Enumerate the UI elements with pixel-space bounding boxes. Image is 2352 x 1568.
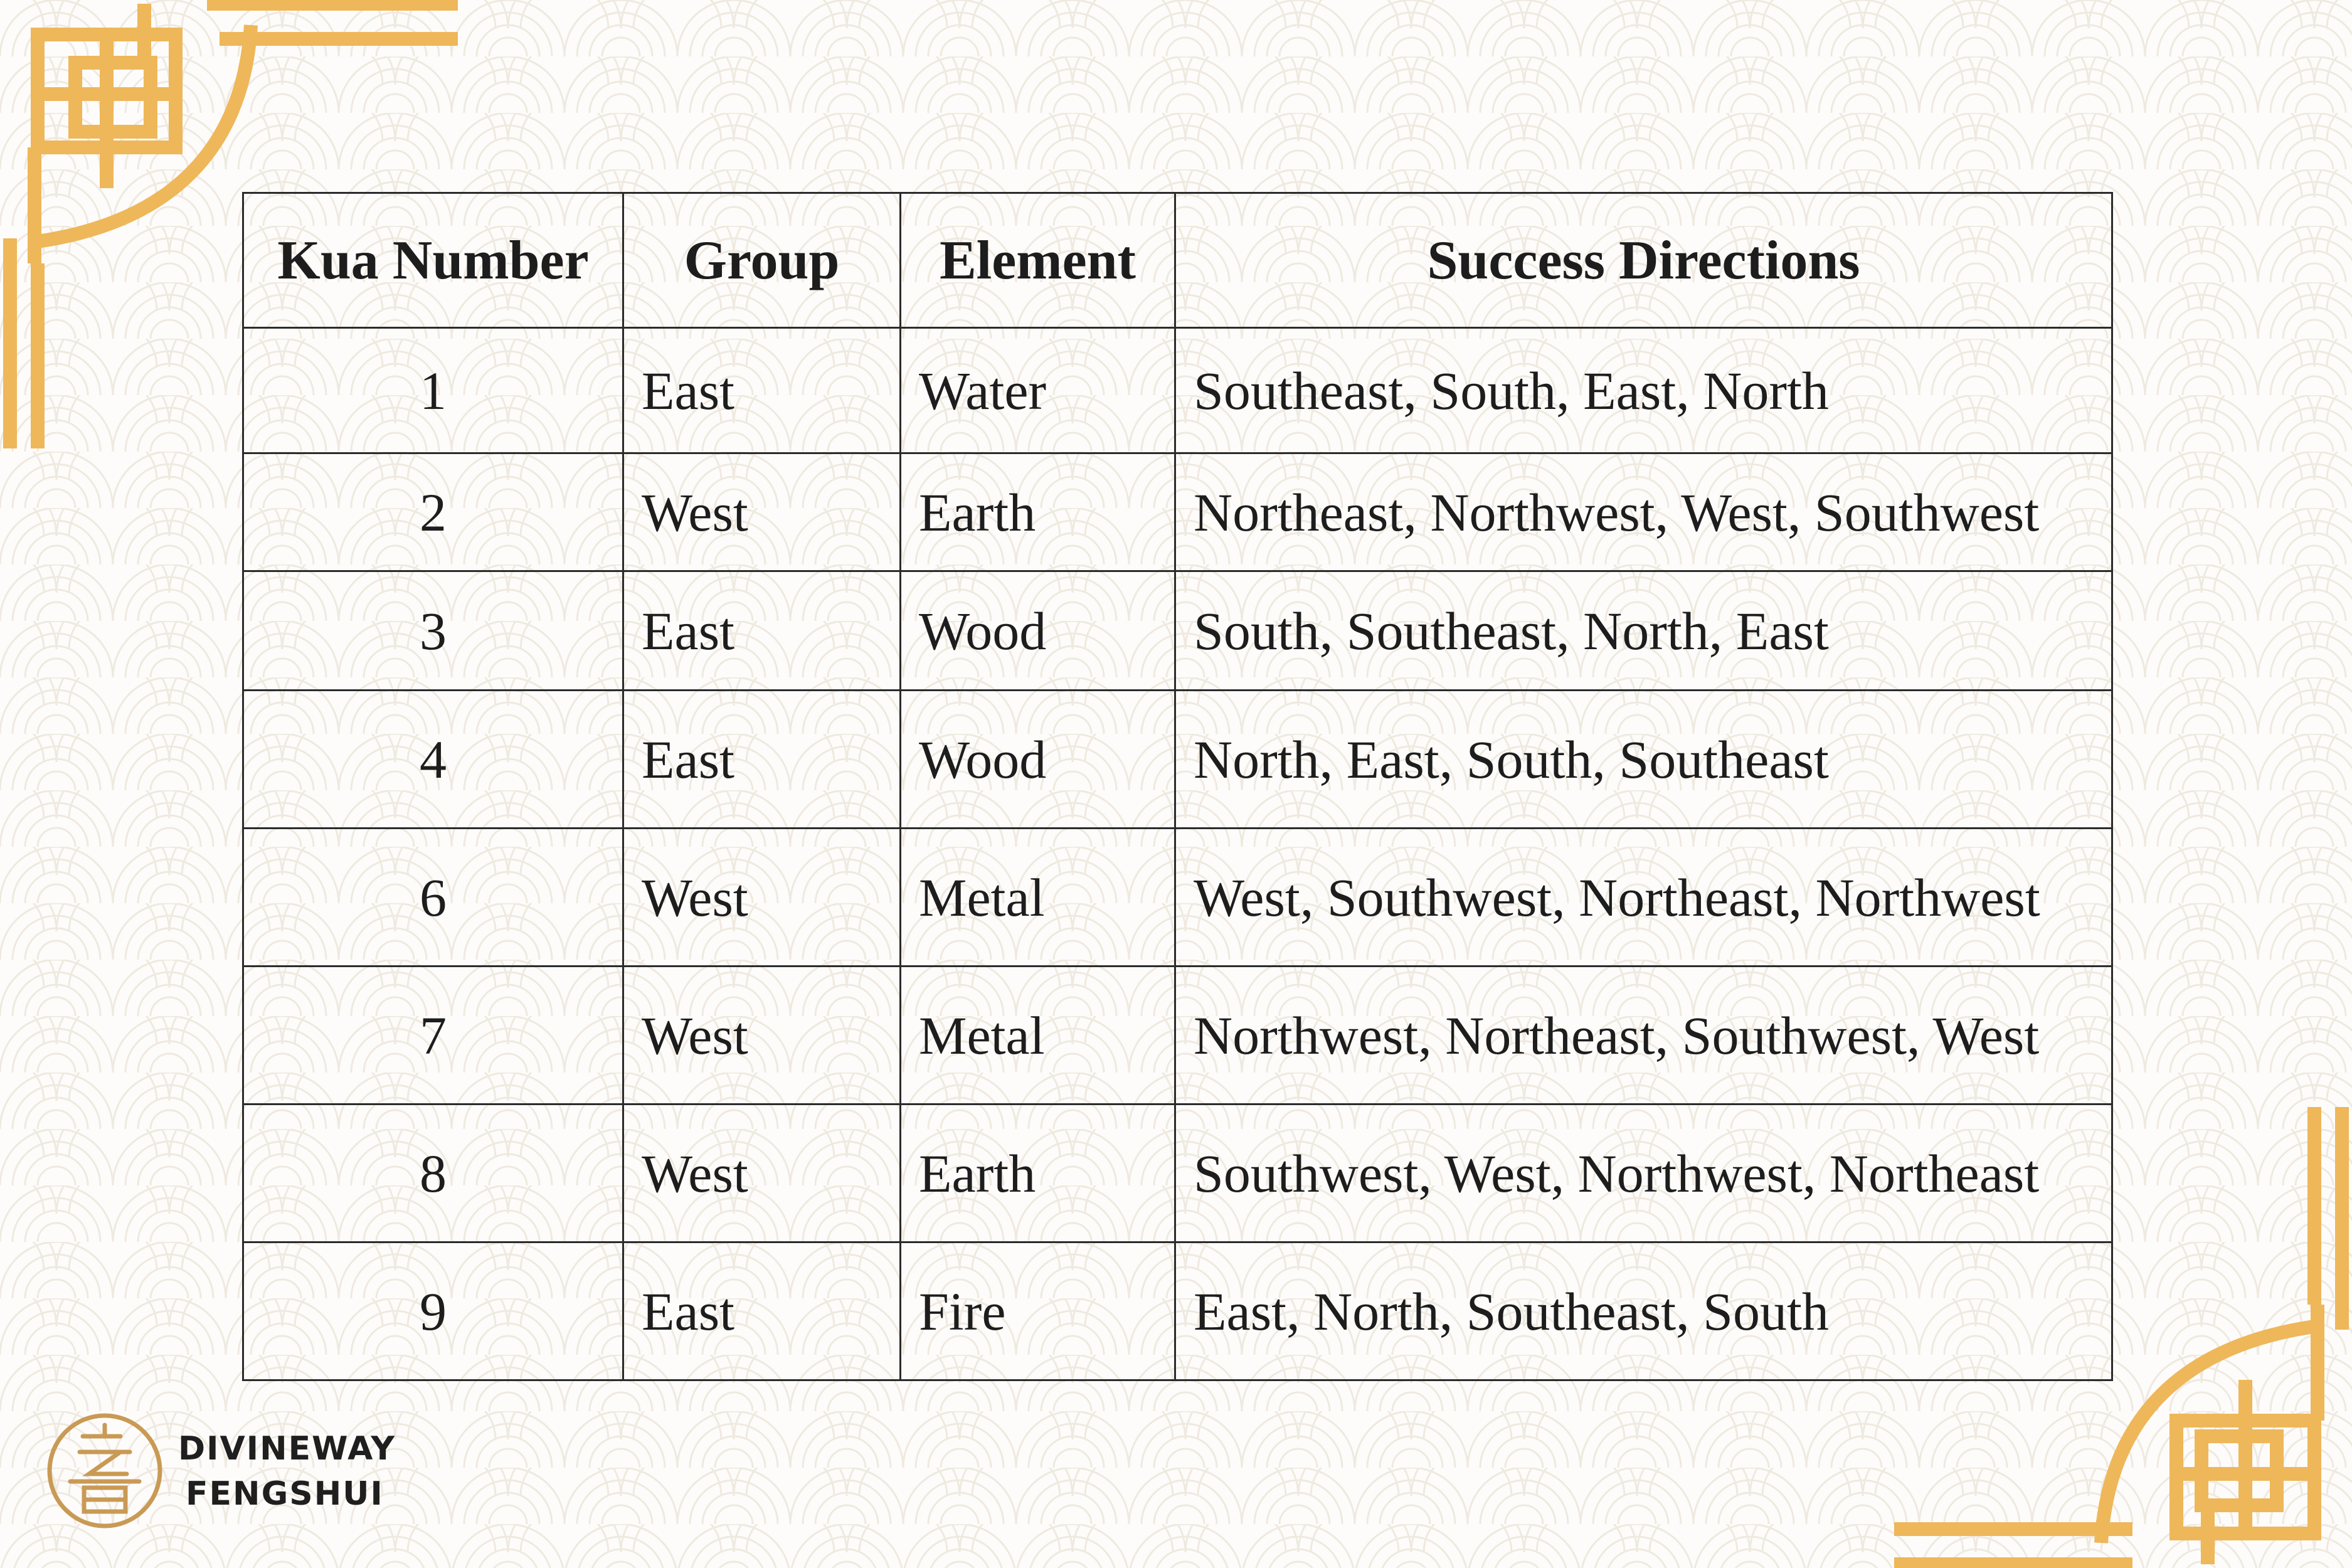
cell-directions: Southwest, West, Northwest, Northeast <box>1175 1104 2112 1242</box>
cell-group: West <box>623 967 901 1104</box>
table-row <box>243 1242 2112 1380</box>
cell-element: Metal <box>901 829 1175 967</box>
table-row <box>243 571 2112 691</box>
cell-directions: West, Southwest, Northeast, Northwest <box>1175 829 2112 967</box>
cell-element: Wood <box>901 691 1175 829</box>
cell-group: West <box>623 1104 901 1242</box>
cell-kua: 1 <box>243 328 623 453</box>
kua-number-table <box>242 192 2113 1381</box>
cell-element: Fire <box>901 1242 1175 1380</box>
table-row <box>243 967 2112 1104</box>
cell-directions: Northwest, Northeast, Southwest, West <box>1175 967 2112 1104</box>
table-row <box>243 1104 2112 1242</box>
cell-group: East <box>623 691 901 829</box>
brand-logo <box>45 1411 396 1530</box>
cell-kua: 4 <box>243 691 623 829</box>
cell-directions: Southeast, South, East, North <box>1175 328 2112 453</box>
cell-element: Metal <box>901 967 1175 1104</box>
header-group: Group <box>623 193 901 328</box>
cell-kua: 9 <box>243 1242 623 1380</box>
cell-directions: North, East, South, Southeast <box>1175 691 2112 829</box>
header-success-directions: Success Directions <box>1175 193 2112 328</box>
cell-kua: 2 <box>243 453 623 571</box>
header-element: Element <box>901 193 1175 328</box>
cell-element: Wood <box>901 571 1175 691</box>
cell-group: East <box>623 1242 901 1380</box>
cell-directions: East, North, Southeast, South <box>1175 1242 2112 1380</box>
divineway-seal-icon <box>45 1411 164 1530</box>
table-row <box>243 829 2112 967</box>
cell-directions: Northeast, Northwest, West, Southwest <box>1175 453 2112 571</box>
cell-kua: 7 <box>243 967 623 1104</box>
cell-group: East <box>623 328 901 453</box>
table-row <box>243 691 2112 829</box>
cell-kua: 8 <box>243 1104 623 1242</box>
cell-element: Earth <box>901 453 1175 571</box>
cell-element: Earth <box>901 1104 1175 1242</box>
cell-group: West <box>623 829 901 967</box>
cell-kua: 6 <box>243 829 623 967</box>
cell-element: Water <box>901 328 1175 453</box>
table-header-row <box>243 193 2112 328</box>
cell-directions: South, Southeast, North, East <box>1175 571 2112 691</box>
cell-kua: 3 <box>243 571 623 691</box>
logo-text-line-2: FENGSHUI <box>186 1475 384 1513</box>
table-row <box>243 453 2112 571</box>
table-row <box>243 328 2112 453</box>
header-kua-number: Kua Number <box>243 193 623 328</box>
cell-group: East <box>623 571 901 691</box>
logo-text-line-1: DIVINEWAY <box>178 1430 396 1468</box>
cell-group: West <box>623 453 901 571</box>
